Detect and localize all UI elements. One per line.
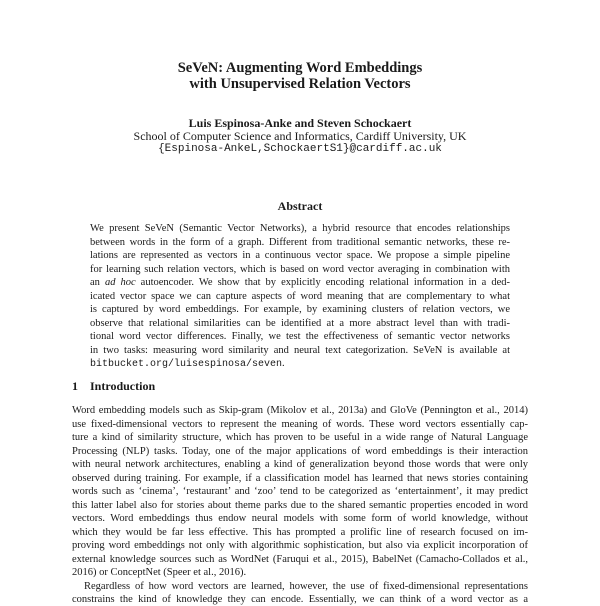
author-emails: {Espinosa-AnkeL,SchockaertS1}@cardiff.ac.uk <box>158 143 442 155</box>
body-line: with neural network architectures, enabling a kind of generalization beyond those words that were only <box>72 459 528 470</box>
abstract-line: for learning such relation vectors, which is based on word vector averaging in combination with <box>90 263 510 275</box>
body-line: proving word embeddings not only with algorithmic sophistication, but also via explicit incorporation of <box>72 540 528 551</box>
paper-title-line-2: with Unsupervised Relation Vectors <box>189 76 411 92</box>
body-line: which they would be far less effective. This has prompted a prolific line of research focused on im- <box>72 526 528 538</box>
abstract-heading: Abstract <box>277 199 323 213</box>
body-line: Processing (NLP) tasks. Today, one of the major applications of word embeddings is their interaction <box>72 445 528 457</box>
abstract-line: tional word vector differences. Finally, we test the effectiveness of semantic vector networks <box>90 331 510 342</box>
affiliation: School of Computer Science and Informatics, Cardiff University, UK <box>133 129 467 143</box>
body-line: use fixed-dimensional vectors to represent the meaning of words. These word vectors essentially cap- <box>72 418 528 430</box>
section-number: 1 <box>72 379 78 393</box>
body-line: Regardless of how word vectors are learned, however, the use of fixed-dimensional representations <box>84 580 528 592</box>
paper-title-line-1: SeVeN: Augmenting Word Embeddings <box>177 60 423 76</box>
abstract-line <box>90 357 510 371</box>
abstract-line <box>90 276 510 289</box>
body-line: observed during training. For example, if a classification model has learned that news stories containing <box>72 472 528 484</box>
section-title: Introduction <box>90 379 156 393</box>
abstract-line: between words in the form of a graph. Different from traditional semantic networks, these re- <box>90 236 510 248</box>
abstract-line: observe that relational similarities can be identified at a more abstract level than with tradi- <box>90 317 510 329</box>
body-line: ture a kind of similarity structure, which has proven to be useful in a wide range of Natural Language <box>72 432 528 443</box>
section-heading <box>72 379 155 394</box>
abstract-line: icated vector space we can capture aspects of word meaning that are complementary to what <box>90 290 510 302</box>
body-line: Word embedding models such as Skip-gram (Mikolov et al., 2013a) and GloVe (Pennington et al., 2014) <box>72 405 528 416</box>
body-line: external knowledge sources such as WordNet (Faruqui et al., 2015), BabelNet (Camacho-Collados et al., <box>72 553 528 565</box>
body-line: words such as ‘cinema’, ‘restaurant’ and ‘zoo’ tend to be categorized as ‘entertainment’, it may predict <box>72 486 528 497</box>
abstract-italic-term: ad hoc <box>104 277 136 288</box>
authors: Luis Espinosa-Anke and Steven Schockaert <box>188 116 412 130</box>
abstract-line: in two tasks: measuring word similarity and neural text categorization. SeVeN is available at <box>90 344 510 356</box>
url-period: . <box>282 358 285 369</box>
abstract-line: We present SeVeN (Semantic Vector Networks), a hybrid resource that encodes relationships <box>90 223 510 234</box>
abstract-line: is captured by word embeddings. For example, by examining clusters of relation vectors, we <box>90 304 510 315</box>
body-line: vectors. Word embeddings thus endow neural models with some form of world knowledge, without <box>72 513 528 524</box>
abstract-line-rest: autoencoder. We show that by explicitly encoding relational information in a ded- <box>140 277 510 288</box>
abstract-line-prefix: an <box>90 277 100 288</box>
body-line: 2016) or ConceptNet (Speer et al., 2016). <box>72 567 247 578</box>
abstract-line: lations are represented as vectors in a continuous vector space. We propose a simple pipeline <box>90 250 510 261</box>
repository-url: bitbucket.org/luisespinosa/seven <box>90 359 283 370</box>
body-line: this latter label also for stories about theme parks due to the shared semantic properties encoded in word <box>72 499 528 511</box>
body-line: constrains the kind of knowledge they can encode. Essentially, we can think of a word vector as a <box>72 594 528 605</box>
